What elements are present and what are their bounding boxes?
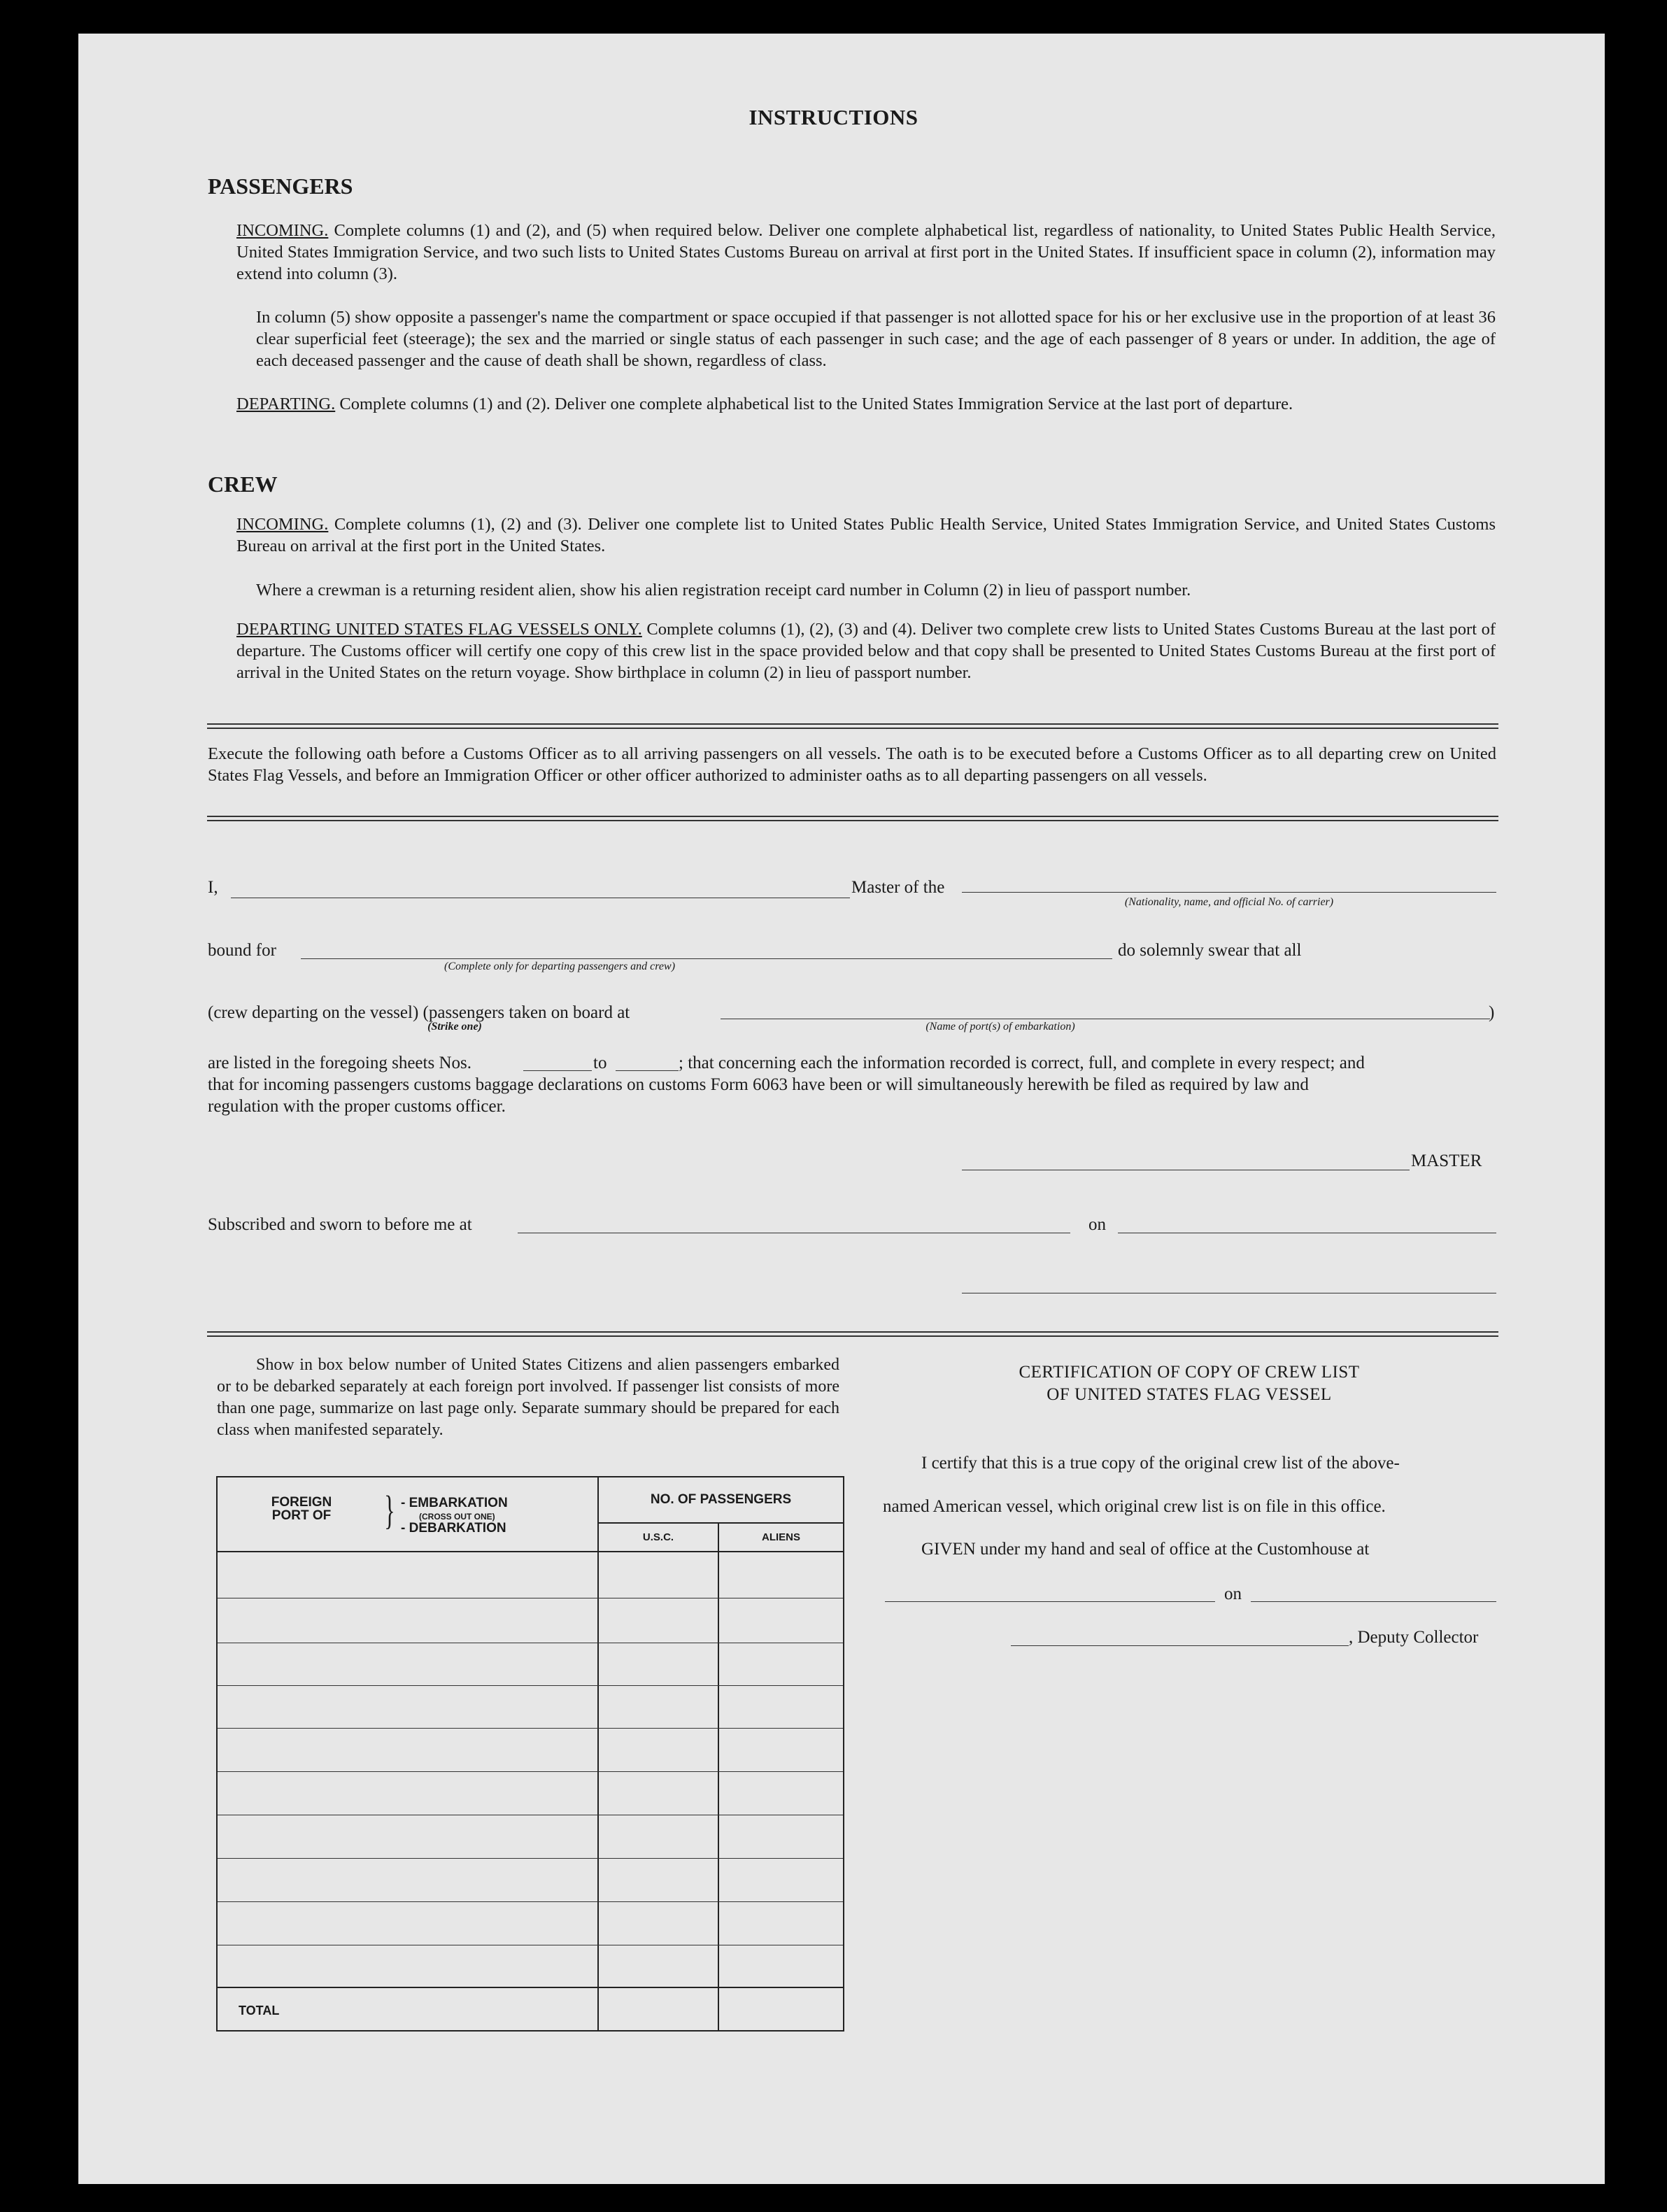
subscribed-label: Subscribed and sworn to before me at <box>208 1215 472 1234</box>
master-of-label: Master of the <box>851 878 945 897</box>
sheet-to-field[interactable] <box>616 1070 679 1071</box>
certification-date-field[interactable] <box>1251 1601 1496 1602</box>
ports-caption: (Name of port(s) of embarkation) <box>925 1021 1075 1033</box>
passengers-departing-label: DEPARTING. <box>236 395 336 413</box>
close-paren: ) <box>1489 1003 1495 1022</box>
divider <box>207 816 1498 817</box>
crew-incoming-label: INCOMING. <box>236 515 329 534</box>
listed-prefix: are listed in the foregoing sheets Nos. <box>208 1054 471 1072</box>
certification-title-1: CERTIFICATION OF COPY OF CREW LIST <box>1019 1363 1360 1382</box>
divider <box>207 820 1498 821</box>
crew-departing-text: Complete columns (1), (2), (3) and (4). Deliver two complete crew lists to United States Customs Bureau at the last port of departure. The Customs officer will certify one copy of this crew list in the space provided below and that copy shall be presented to United States Customs Bureau at the first port of arrival in the United States on the return voyage. Show birthplace in column (2) in lieu of passport number. <box>236 620 1496 682</box>
divider <box>207 723 1498 725</box>
sworn-on-label: on <box>1088 1215 1106 1234</box>
crew-heading: CREW <box>208 472 278 497</box>
passenger-summary-table <box>216 1476 844 2032</box>
column-divider <box>597 1551 599 2030</box>
sheet-from-field[interactable] <box>523 1070 592 1071</box>
no-of-passengers-label: NO. OF PASSENGERS <box>599 1477 843 1524</box>
divider <box>207 1331 1498 1333</box>
table-row[interactable] <box>218 1728 843 1729</box>
usc-column-label: U.S.C. <box>599 1524 719 1552</box>
passengers-departing-paragraph <box>236 393 1496 415</box>
passengers-departing-text: Complete columns (1) and (2). Deliver one complete alphabetical list to the United States Immigration Service at the last port of departure. <box>339 395 1293 413</box>
passengers-incoming-paragraph <box>236 220 1496 285</box>
embarkation-label: - EMBARKATION <box>401 1496 508 1510</box>
debarkation-label: - DEBARKATION <box>401 1521 506 1536</box>
column-divider <box>718 1551 719 2030</box>
cross-out-label: (CROSS OUT ONE) <box>419 1512 495 1522</box>
crew-resident-paragraph: Where a crewman is a returning resident alien, show his alien registration receipt card number in Column (2) in lieu of passport number. <box>256 581 1191 600</box>
listed-text-3: regulation with the proper customs officer. <box>208 1097 506 1116</box>
strike-caption: (Strike one) <box>427 1021 482 1033</box>
passengers-column5-paragraph: In column (5) show opposite a passenger's name the compartment or space occupied if that passenger is not allotted space for his or her exclusive use in the proportion of at least 36 clear superficial feet (steerage); the sex and the married or single status of each passenger in such case; and the age of each passenger of 8 years or under. In addition, the age of each deceased passenger and the cause of death shall be shown, regardless of class. <box>256 308 1496 370</box>
bound-caption: (Complete only for departing passengers and crew) <box>444 960 676 972</box>
master-label: MASTER <box>1411 1151 1482 1170</box>
table-row[interactable] <box>218 1685 843 1686</box>
passengers-incoming-label: INCOMING. <box>236 221 329 240</box>
crew-incoming-text: Complete columns (1), (2) and (3). Deliver one complete list to United States Public Health Service, United States Immigration Service, and United States Customs Bureau on arrival at the first port in the United States. <box>236 515 1496 555</box>
oath-instructions: Execute the following oath before a Customs Officer as to all arriving passengers on all vessels. The oath is to be executed before a Customs Officer as to all departing crew on United States Flag Vessels, and before an Immigration Officer or other officer authorized to administer oaths as to all departing passengers on all vessels. <box>208 744 1496 785</box>
customhouse-field[interactable] <box>885 1601 1215 1602</box>
crew-departing-paragraph <box>236 618 1496 683</box>
foreign-port-of-label: FOREIGN PORT OF <box>271 1495 332 1523</box>
summary-instructions: Show in box below number of United States Citizens and alien passengers embarked or to be debarked separately at each foreign port involved. If passenger list consists of more than one page, summarize on last page only. Separate summary should be prepared for each class when manifested separately. <box>217 1356 839 1439</box>
deputy-signature-field[interactable] <box>1011 1645 1349 1646</box>
table-row[interactable] <box>218 1901 843 1902</box>
crew-incoming-paragraph <box>236 513 1496 557</box>
certify-text-2: named American vessel, which original crew list is on file in this office. <box>883 1497 1386 1516</box>
table-row[interactable] <box>218 1771 843 1772</box>
table-row[interactable] <box>218 1858 843 1859</box>
certify-text-1: I certify that this is a true copy of the original crew list of the above- <box>921 1454 1400 1473</box>
bound-for-label: bound for <box>208 941 276 960</box>
deputy-collector-label: , Deputy Collector <box>1349 1628 1479 1647</box>
port-header-cell <box>218 1477 599 1552</box>
total-row-divider <box>218 1987 843 1988</box>
given-text: GIVEN under my hand and seal of office at the Customhouse at <box>921 1540 1370 1559</box>
i-label: I, <box>208 878 218 897</box>
crew-departing-label: (crew departing on the vessel) (passengers taken on board at <box>208 1003 630 1022</box>
crew-departing-label: DEPARTING UNITED STATES FLAG VESSELS ONLY. <box>236 620 642 639</box>
to-label: to <box>593 1054 607 1072</box>
total-label: TOTAL <box>239 2004 280 2018</box>
listed-text-2: that for incoming passengers customs baggage declarations on customs Form 6063 have been or will simultaneously herewith be filed as required by law and <box>208 1075 1309 1094</box>
bound-for-field[interactable] <box>301 958 1112 959</box>
brace-icon: } <box>384 1487 395 1533</box>
swear-label: do solemnly swear that all <box>1118 941 1302 960</box>
certification-on-label: on <box>1224 1584 1242 1603</box>
divider <box>207 728 1498 729</box>
carrier-field[interactable] <box>962 892 1496 893</box>
passengers-heading: PASSENGERS <box>208 173 353 199</box>
listed-suffix: ; that concerning each the information recorded is correct, full, and complete in every respect; and <box>679 1054 1365 1072</box>
certification-title-2: OF UNITED STATES FLAG VESSEL <box>1047 1385 1332 1404</box>
aliens-column-label: ALIENS <box>719 1524 843 1552</box>
nationality-caption: (Nationality, name, and official No. of carrier) <box>1124 896 1334 908</box>
passengers-incoming-text: Complete columns (1) and (2), and (5) when required below. Deliver one complete alphabetical list, regardless of nationality, to United States Public Health Service, United States Immigration Service, and two such lists to United States Customs Bureau on arrival at first port in the United States. If insufficient space in column (2), information may extend into column (3). <box>236 221 1496 283</box>
divider <box>207 1335 1498 1337</box>
page-title: INSTRUCTIONS <box>749 105 918 129</box>
